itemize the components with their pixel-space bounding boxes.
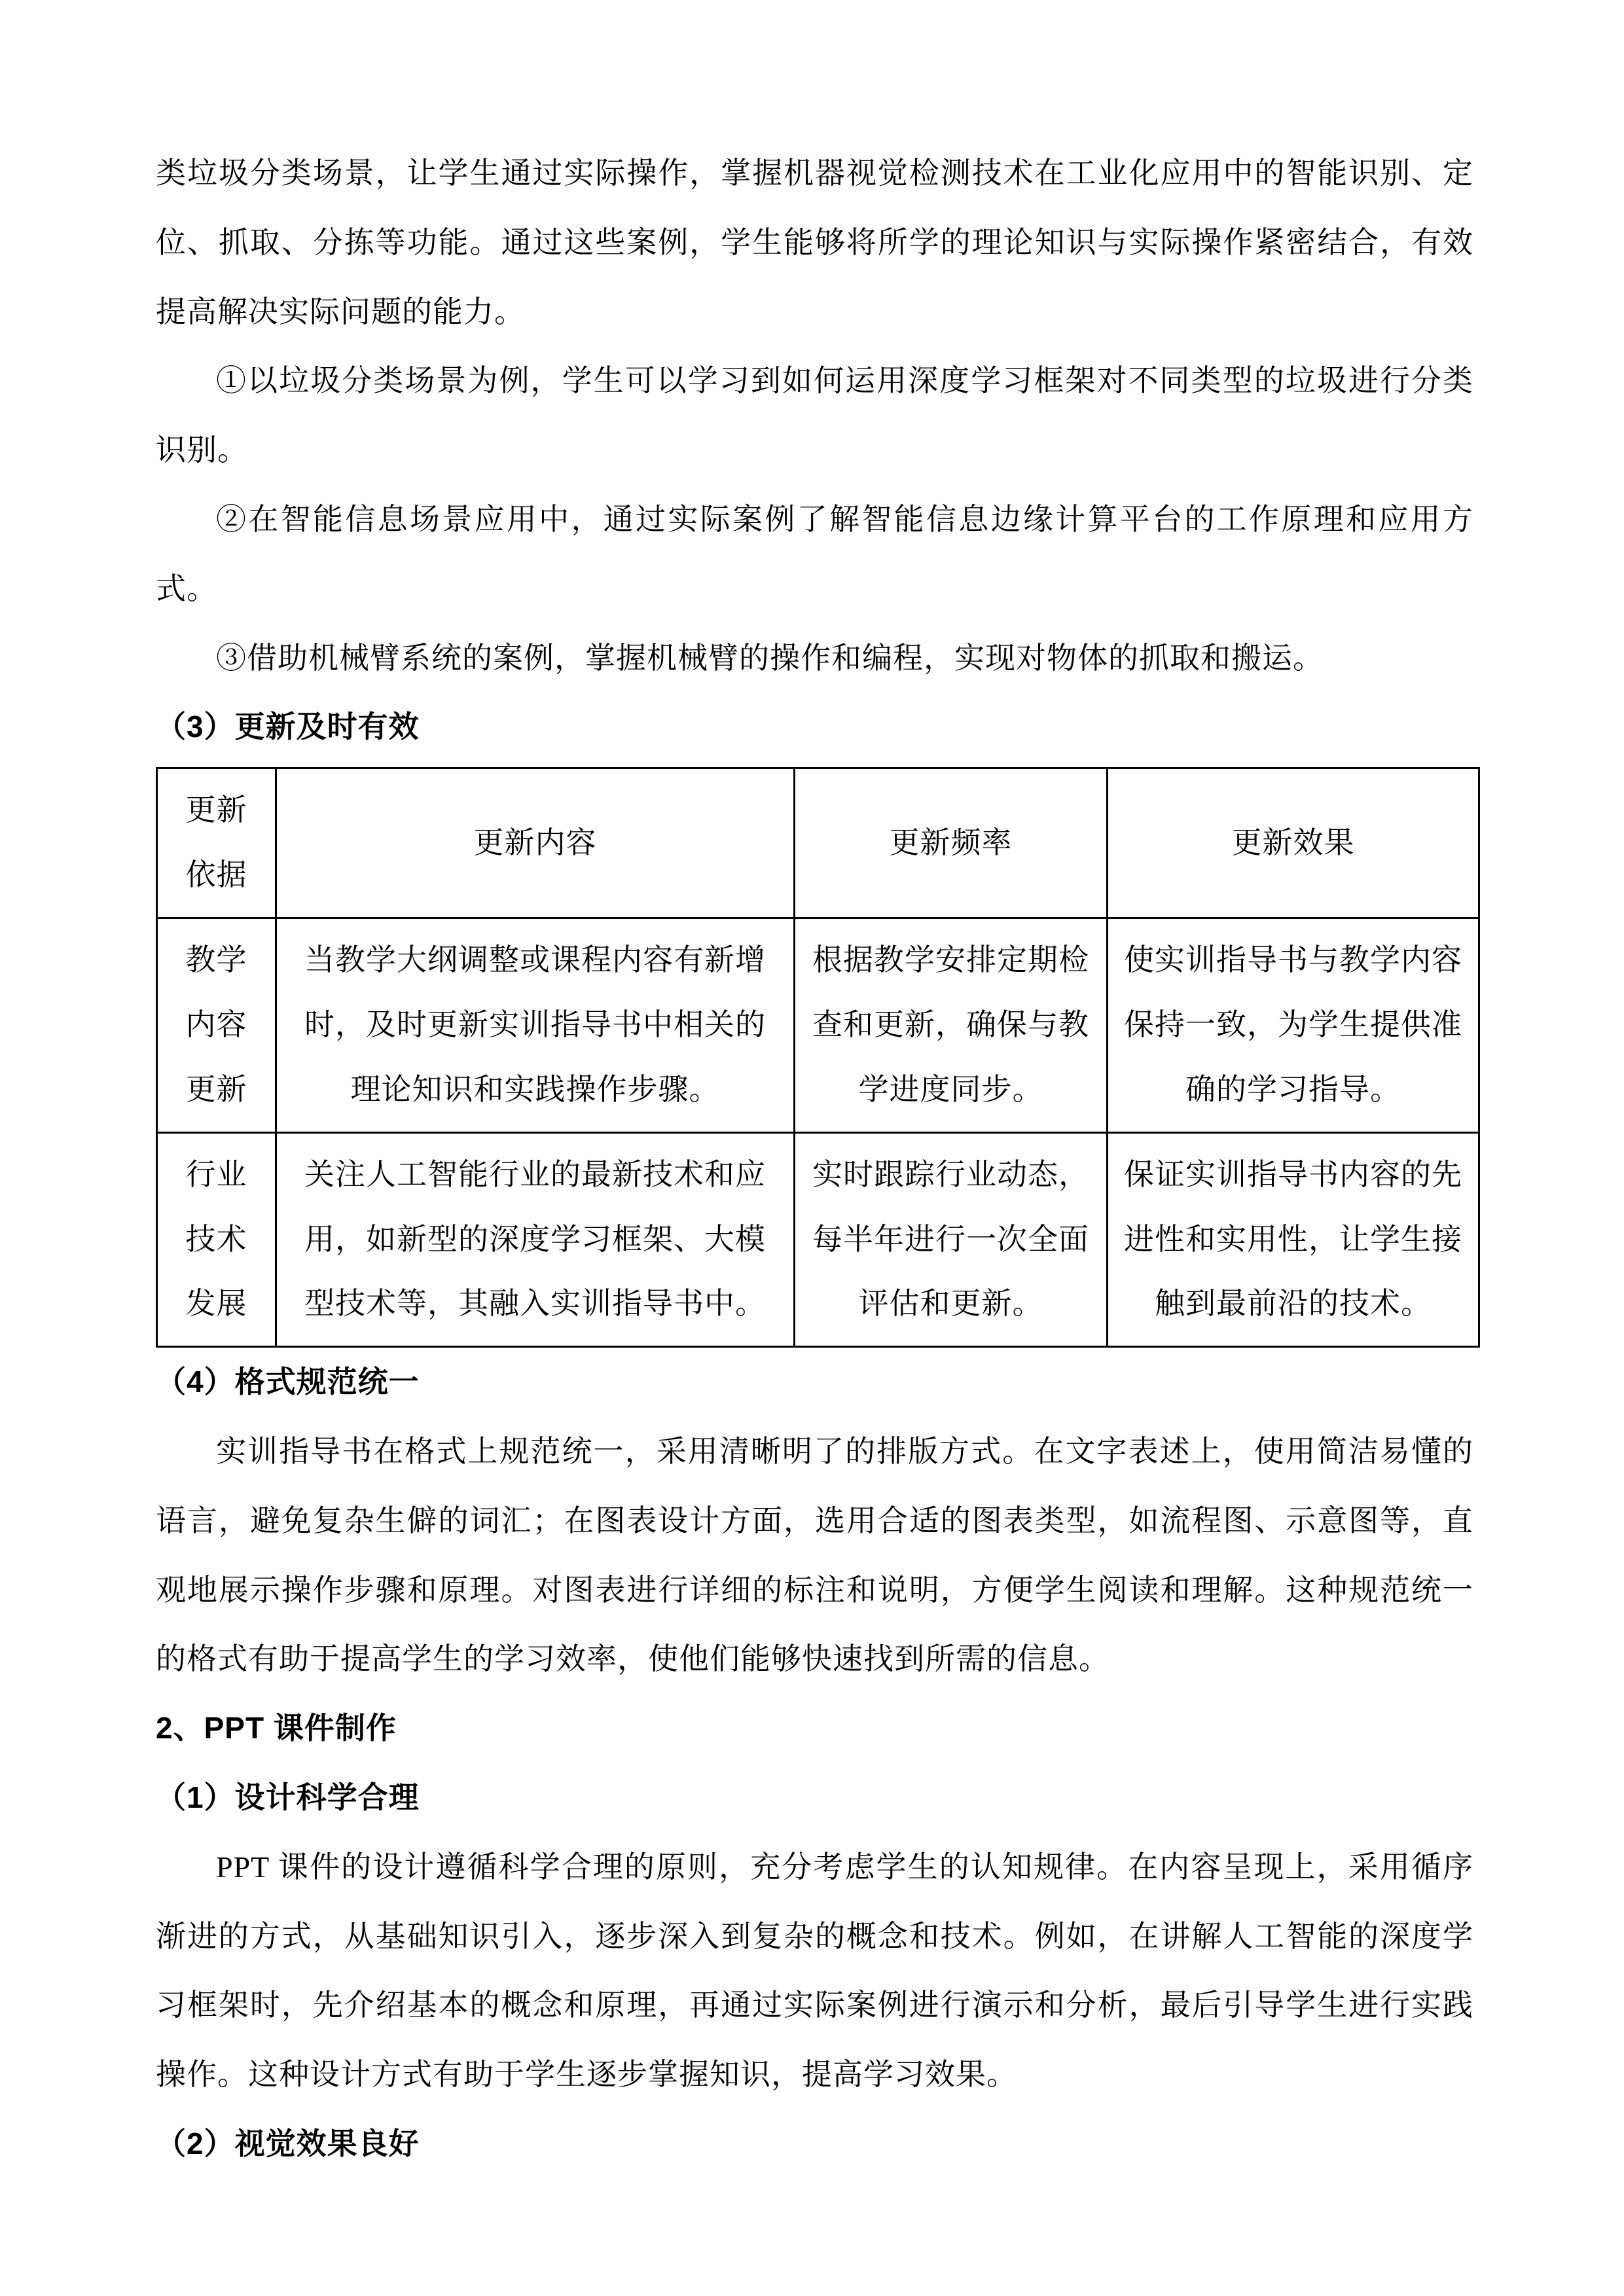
table-cell-effect: 保证实训指导书内容的先进性和实用性，让学生接触到最前沿的技术。 bbox=[1108, 1132, 1479, 1347]
heading-design-scientific: （1）设计科学合理 bbox=[156, 1780, 420, 1815]
table-row bbox=[157, 918, 1479, 1132]
table-cell-frequency: 根据教学安排定期检查和更新，确保与教学进度同步。 bbox=[795, 918, 1108, 1132]
paragraph-item-3: ③借助机械臂系统的案例，掌握机械臂的操作和编程，实现对物体的抓取和搬运。 bbox=[216, 641, 1324, 675]
update-table bbox=[156, 767, 1480, 1348]
heading-format-unified: （4）格式规范统一 bbox=[156, 1365, 420, 1399]
table-header-frequency: 更新频率 bbox=[795, 768, 1108, 918]
paragraph-item-2: ②在智能信息场景应用中，通过实际案例了解智能信息边缘计算平台的工作原理和应用方式。 bbox=[156, 502, 1473, 605]
table-header-basis: 更新依据 bbox=[157, 768, 276, 918]
table-cell-frequency: 实时跟踪行业动态，每半年进行一次全面评估和更新。 bbox=[795, 1132, 1108, 1347]
heading-ppt-courseware: 2、PPT 课件制作 bbox=[156, 1711, 397, 1746]
paragraph-case-overview: 类垃圾分类场景，让学生通过实际操作，掌握机器视觉检测技术在工业化应用中的智能识别、定位、抓取、分拣等功能。通过这些案例，学生能够将所学的理论知识与实际操作紧密结合，有效提高解决实际问题的能力。 bbox=[156, 156, 1473, 329]
table-cell-basis: 教学内容更新 bbox=[157, 918, 276, 1132]
table-row bbox=[157, 1132, 1479, 1347]
heading-update-timely: （3）更新及时有效 bbox=[156, 709, 420, 744]
paragraph-item-1: ①以垃圾分类场景为例，学生可以学习到如何运用深度学习框架对不同类型的垃圾进行分类识别。 bbox=[156, 364, 1473, 467]
heading-visual-effect: （2）视觉效果良好 bbox=[156, 2126, 420, 2161]
paragraph-format: 实训指导书在格式上规范统一，采用清晰明了的排版方式。在文字表述上，使用简洁易懂的语言，避免复杂生僻的词汇；在图表设计方面，选用合适的图表类型，如流程图、示意图等，直观地展示操作步骤和原理。对图表进行详细的标注和说明，方便学生阅读和理解。这种规范统一的格式有助于提高学生的学习效率，使他们能够快速找到所需的信息。 bbox=[156, 1435, 1473, 1676]
paragraph-design: PPT 课件的设计遵循科学合理的原则，充分考虑学生的认知规律。在内容呈现上，采用循序渐进的方式，从基础知识引入，逐步深入到复杂的概念和技术。例如，在讲解人工智能的深度学习框架时，先介绍基本的概念和原理，再通过实际案例进行演示和分析，最后引导学生进行实践操作。这种设计方式有助于学生逐步掌握知识，提高学习效果。 bbox=[156, 1850, 1473, 2092]
table-header-row bbox=[157, 768, 1479, 918]
table-header-effect: 更新效果 bbox=[1108, 768, 1479, 918]
table-cell-content: 关注人工智能行业的最新技术和应用，如新型的深度学习框架、大模型技术等，其融入实训指导书中。 bbox=[276, 1132, 795, 1347]
table-cell-content: 当教学大纲调整或课程内容有新增时，及时更新实训指导书中相关的理论知识和实践操作步骤。 bbox=[276, 918, 795, 1132]
table-header-content: 更新内容 bbox=[276, 768, 795, 918]
table-cell-effect: 使实训指导书与教学内容保持一致，为学生提供准确的学习指导。 bbox=[1108, 918, 1479, 1132]
table-cell-basis: 行业技术发展 bbox=[157, 1132, 276, 1347]
